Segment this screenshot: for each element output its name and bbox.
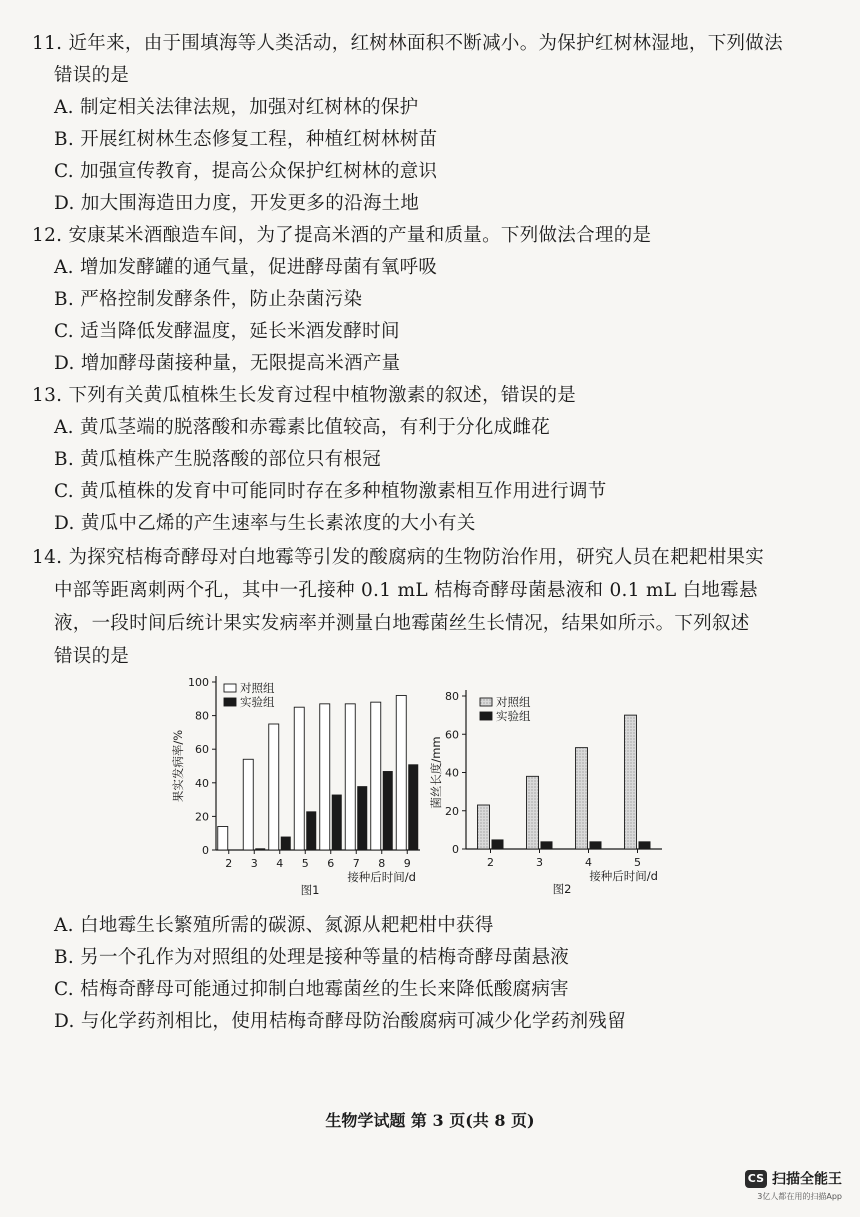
legend-swatch-experiment xyxy=(480,712,492,720)
bar-control xyxy=(576,748,588,849)
q14-stem-line1: 14. 为探究桔梅奇酵母对白地霉等引发的酸腐病的生物防治作用，研究人员在耙耙柑果实 xyxy=(32,547,765,568)
q12-option-b: B. 严格控制发酵条件，防止杂菌污染 xyxy=(54,289,363,310)
x-axis-title: 接种后时间/d xyxy=(589,869,658,883)
q14-stem-line2: 中部等距离刺两个孔，其中一孔接种 0.1 mL 桔梅奇酵母菌悬液和 0.1 mL 白地霉悬 xyxy=(54,580,758,601)
q11-stem-line1: 11. 近年来，由于围填海等人类活动，红树林面积不断减小。为保护红树林湿地，下列做法 xyxy=(32,33,783,54)
q13-option-d: D. 黄瓜中乙烯的产生速率与生长素浓度的大小有关 xyxy=(54,513,476,534)
legend-label-experiment: 实验组 xyxy=(496,709,531,723)
legend-label-experiment: 实验组 xyxy=(240,695,275,709)
y-tick-label: 40 xyxy=(195,776,209,790)
y-tick-label: 20 xyxy=(195,810,209,824)
q14-option-b: B. 另一个孔作为对照组的处理是接种等量的桔梅奇酵母菌悬液 xyxy=(54,947,570,968)
q13-stem-line1: 13. 下列有关黄瓜植株生长发育过程中植物激素的叙述，错误的是 xyxy=(32,385,577,406)
bar-control xyxy=(294,707,304,850)
y-tick-label: 80 xyxy=(195,709,209,723)
q11-option-c: C. 加强宣传教育，提高公众保护红树林的意识 xyxy=(54,161,438,182)
bar-experiment xyxy=(639,841,651,849)
bar-experiment xyxy=(306,811,316,850)
legend-label-control: 对照组 xyxy=(496,695,531,709)
y-tick-label: 0 xyxy=(452,843,459,856)
x-tick-label: 3 xyxy=(250,857,258,870)
q12-option-d: D. 增加酵母菌接种量，无限提高米酒产量 xyxy=(54,353,401,374)
page-footer: 生物学试题 第 3 页(共 8 页) xyxy=(325,1111,535,1130)
bar-experiment xyxy=(332,795,342,850)
bar-control xyxy=(243,759,253,850)
x-tick-label: 8 xyxy=(378,857,386,870)
scanner-watermark xyxy=(745,1168,842,1202)
scanner-logo-icon: CS xyxy=(745,1170,767,1188)
q13-option-c: C. 黄瓜植株的发育中可能同时存在多种植物激素相互作用进行调节 xyxy=(54,481,607,502)
y-tick-label: 0 xyxy=(202,844,209,857)
q14-option-a: A. 白地霉生长繁殖所需的碳源、氮源从耙耙柑中获得 xyxy=(54,915,494,936)
x-tick-label: 6 xyxy=(327,857,335,870)
figure-1-bar-chart xyxy=(170,672,430,904)
bar-experiment xyxy=(357,786,367,850)
legend-swatch-control xyxy=(480,698,492,706)
bar-experiment xyxy=(383,771,393,850)
q13-option-a: A. 黄瓜茎端的脱落酸和赤霉素比值较高，有利于分化成雌花 xyxy=(54,417,551,438)
x-tick-label: 5 xyxy=(301,857,309,870)
bar-control xyxy=(527,776,539,849)
q11-option-a: A. 制定相关法律法规，加强对红树林的保护 xyxy=(54,97,419,118)
bar-experiment xyxy=(408,764,418,850)
y-axis-title: 果实发病率/% xyxy=(171,729,185,803)
legend-swatch-experiment xyxy=(224,698,236,706)
y-tick-label: 20 xyxy=(445,804,459,818)
bar-experiment xyxy=(492,839,504,849)
bar-control xyxy=(345,704,355,850)
q14-stem-line3: 液，一段时间后统计果实发病率并测量白地霉菌丝生长情况，结果如所示。下列叙述 xyxy=(54,613,750,634)
bar-control xyxy=(320,704,330,850)
x-tick-label: 4 xyxy=(276,857,284,870)
scanner-tagline: 3亿人都在用的扫描App xyxy=(757,1191,842,1201)
q13-option-b: B. 黄瓜植株产生脱落酸的部位只有根冠 xyxy=(54,449,382,470)
legend-label-control: 对照组 xyxy=(240,681,275,695)
y-tick-label: 100 xyxy=(188,676,209,689)
q11-option-d: D. 加大围海造田力度，开发更多的沿海土地 xyxy=(54,193,420,214)
x-axis-title: 接种后时间/d xyxy=(347,870,416,884)
figure-caption: 图2 xyxy=(552,882,572,896)
x-tick-label: 5 xyxy=(634,856,641,869)
y-axis-title: 菌丝长度/mm xyxy=(429,736,443,809)
y-tick-label: 60 xyxy=(195,743,209,757)
bar-control xyxy=(269,724,279,850)
figure-caption: 图1 xyxy=(300,883,320,897)
bar-control xyxy=(396,695,406,850)
q11-stem-line2: 错误的是 xyxy=(54,65,130,86)
scanner-app-name: 扫描全能王 xyxy=(772,1171,842,1188)
y-tick-label: 80 xyxy=(445,690,459,703)
y-tick-label: 40 xyxy=(445,766,459,780)
q12-option-c: C. 适当降低发酵温度，延长米酒发酵时间 xyxy=(54,321,400,342)
x-tick-label: 7 xyxy=(352,857,360,870)
x-tick-label: 3 xyxy=(536,856,543,869)
y-tick-label: 60 xyxy=(445,728,459,742)
bar-experiment xyxy=(281,837,291,850)
bar-experiment xyxy=(590,841,602,849)
figure-2-bar-chart xyxy=(429,684,672,904)
bar-control xyxy=(625,715,637,849)
x-tick-label: 2 xyxy=(225,857,233,870)
q14-option-d: D. 与化学药剂相比，使用桔梅奇酵母防治酸腐病可减少化学药剂残留 xyxy=(54,1011,627,1032)
q11-option-b: B. 开展红树林生态修复工程，种植红树林树苗 xyxy=(54,129,438,150)
bar-experiment xyxy=(541,841,553,849)
bar-control xyxy=(371,702,381,850)
q12-option-a: A. 增加发酵罐的通气量，促进酵母菌有氧呼吸 xyxy=(54,257,438,278)
legend-swatch-control xyxy=(224,684,236,692)
q12-stem-line1: 12. 安康某米酒酿造车间，为了提高米酒的产量和质量。下列做法合理的是 xyxy=(32,225,652,246)
bar-experiment xyxy=(255,848,265,850)
bar-control xyxy=(478,805,490,849)
q14-stem-line4: 错误的是 xyxy=(54,646,130,667)
x-tick-label: 4 xyxy=(585,856,592,869)
x-tick-label: 2 xyxy=(487,856,494,869)
q14-option-c: C. 桔梅奇酵母可能通过抑制白地霉菌丝的生长来降低酸腐病害 xyxy=(54,979,569,1000)
bar-control xyxy=(218,826,228,850)
x-tick-label: 9 xyxy=(403,857,411,870)
